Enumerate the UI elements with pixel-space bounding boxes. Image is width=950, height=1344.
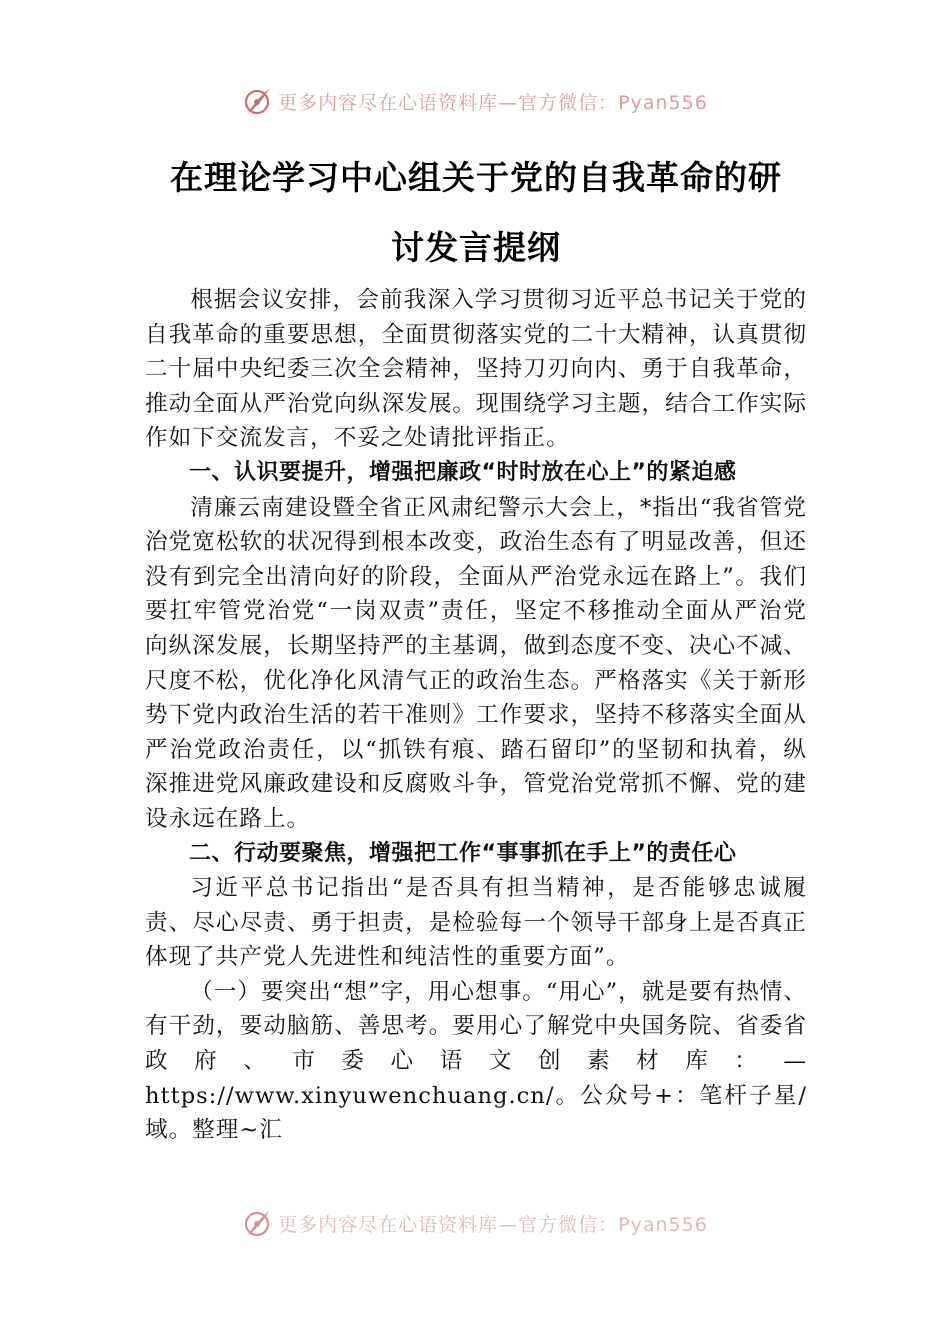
- watermark-text: 更多内容尽在心语资料库—官方微信：Pyan556: [278, 1213, 708, 1236]
- paragraph-quote: 习近平总书记指出“是否具有担当精神，是否能够忠诚履责、尽心尽责、勇于担责，是检验每一个领导干部身上是否真正体现了共产党人先进性和纯洁性的重要方面”。: [145, 875, 807, 971]
- quill-logo-icon: [242, 86, 272, 116]
- paragraph-intro: 根据会议安排，会前我深入学习贯彻习近平总书记关于党的自我革命的重要思想，全面贯彻落实党的二十大精神，认真贯彻二十届中央纪委三次全会精神，坚持刀刃向内、勇于自我革命，推动全面从严治党向纵深发展。现围绕学习主题，结合工作实际作如下交流发言，不妥之处请批评指正。: [145, 287, 807, 452]
- document-title-line-1: 在理论学习中心组关于党的自我革命的研: [170, 158, 782, 197]
- section-heading-2: 二、行动要聚焦，增强把工作“事事抓在手上”的责任心: [189, 840, 737, 866]
- paragraph-section-1: 清廉云南建设暨全省正风肃纪警示大会上，*指出“我省管党治党宽松软的状况得到根本改变，政治生态有了明显改善，但还没有到完全出清向好的阶段，全面从严治党永远在路上”。我们要扛牢管党治党“一岗双责”责任，坚定不移推动全面从严治党向纵深发展，长期坚持严的主基调，做到态度不变、决心不减、尺度不松，优化净化风清气正的政治生态。严格落实《关于新形势下党内政治生活的若干准则》工作要求，坚持不移落实全面从严治党政治责任，以“抓铁有痕、踏石留印”的坚韧和执着，纵深推进党风廉政建设和反腐败斗争，管党治党常抓不懈、党的建设永远在路上。: [145, 494, 807, 832]
- paragraph-subsection-1: （一）要突出“想”字，用心想事。“用心”，就是要有热情、有干劲，要动脑筋、善思考。要用心了解党中央国务院、省委省政府、市委心语文创素材库：— https://www.xinyuwenchuang.cn/。公众号+：笔杆子星/域。整理~汇: [145, 978, 807, 1144]
- quill-logo-icon: [242, 1208, 272, 1238]
- watermark-header: [0, 86, 950, 116]
- document-body: [145, 283, 807, 1148]
- watermark-text: 更多内容尽在心语资料库—官方微信：Pyan556: [278, 91, 708, 114]
- section-heading-1: 一、认识要提升，增强把廉政“时时放在心上”的紧迫感: [189, 459, 737, 485]
- watermark-footer: [0, 1208, 950, 1238]
- document-title-line-2: 讨发言提纲: [391, 228, 561, 267]
